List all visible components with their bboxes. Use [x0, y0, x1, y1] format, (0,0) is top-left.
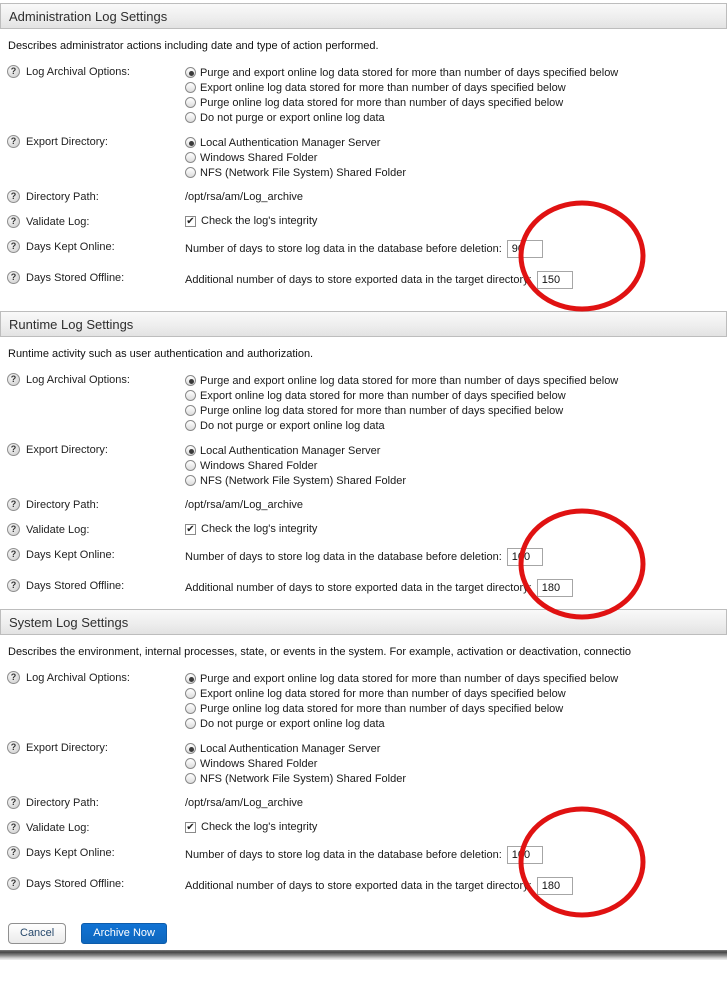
- export-directory-row: [7, 135, 727, 180]
- export-directory-row: [7, 443, 727, 488]
- help-icon[interactable]: ?: [7, 579, 20, 592]
- field-label-column: [7, 135, 185, 148]
- directory-path-label: Directory Path:: [26, 797, 99, 809]
- log-archival-options-row: [7, 373, 727, 433]
- help-icon[interactable]: ?: [7, 443, 20, 456]
- help-icon[interactable]: ?: [7, 846, 20, 859]
- radio-option[interactable]: [185, 741, 727, 756]
- radio-option-label: Export online log data stored for more than number of days specified below: [200, 687, 566, 700]
- field-label-column: [7, 821, 185, 834]
- radio-option-label: Purge online log data stored for more than number of days specified below: [200, 702, 564, 715]
- radio-option[interactable]: [185, 95, 727, 110]
- field-label-column: [7, 373, 185, 386]
- radio-option[interactable]: [185, 756, 727, 771]
- help-icon[interactable]: ?: [7, 877, 20, 890]
- days-kept-online-input[interactable]: [507, 846, 543, 864]
- radio-option-label: Purge online log data stored for more than number of days specified below: [200, 404, 564, 417]
- validate-log-option-label: Check the log's integrity: [201, 821, 318, 833]
- days-kept-online-input[interactable]: [507, 548, 543, 566]
- radio-option-label: Do not purge or export online log data: [200, 111, 385, 124]
- days-stored-offline-input[interactable]: [537, 877, 573, 895]
- radio-option-label: NFS (Network File System) Shared Folder: [200, 772, 406, 785]
- directory-path-value: /opt/rsa/am/Log_archive: [185, 797, 304, 809]
- validate-log-option-label: Check the log's integrity: [201, 523, 318, 535]
- export-directory-group: [185, 741, 727, 786]
- radio-option[interactable]: [185, 373, 727, 388]
- radio-button-icon[interactable]: [185, 718, 196, 729]
- field-label-column: [7, 796, 185, 809]
- validate-log-option-label: Check the log's integrity: [201, 215, 318, 227]
- radio-button-icon[interactable]: [185, 773, 196, 784]
- log-archival-options-group: [185, 373, 727, 433]
- radio-option-label: Purge and export online log data stored for more than number of days specified below: [200, 672, 619, 685]
- days-kept-online-row: [7, 846, 727, 864]
- cancel-button[interactable]: Cancel: [8, 923, 66, 944]
- log-archival-options-label: Log Archival Options:: [26, 66, 130, 78]
- help-icon[interactable]: ?: [7, 523, 20, 536]
- radio-option-label: NFS (Network File System) Shared Folder: [200, 474, 406, 487]
- help-icon[interactable]: ?: [7, 498, 20, 511]
- radio-button-icon[interactable]: [185, 460, 196, 471]
- directory-path-value: /opt/rsa/am/Log_archive: [185, 499, 304, 511]
- log-settings-section: [0, 311, 727, 609]
- directory-path-label: Directory Path:: [26, 191, 99, 203]
- validate-log-option[interactable]: [185, 215, 727, 227]
- log-archival-options-label: Log Archival Options:: [26, 374, 130, 386]
- days-kept-online-label: Days Kept Online:: [26, 549, 115, 561]
- radio-option[interactable]: [185, 135, 727, 150]
- validate-log-option[interactable]: [185, 821, 727, 833]
- radio-button-icon[interactable]: [185, 673, 196, 684]
- radio-button-icon[interactable]: [185, 703, 196, 714]
- radio-option[interactable]: [185, 671, 727, 686]
- days-stored-offline-label: Days Stored Offline:: [26, 878, 125, 890]
- section-title: System Log Settings: [9, 614, 129, 630]
- bottom-divider-bar: [0, 950, 727, 960]
- radio-option[interactable]: [185, 150, 727, 165]
- export-directory-label: Export Directory:: [26, 444, 108, 456]
- radio-button-icon[interactable]: [185, 758, 196, 769]
- radio-button-icon[interactable]: [185, 405, 196, 416]
- radio-option-label: Windows Shared Folder: [200, 757, 318, 770]
- radio-option-label: Purge online log data stored for more than number of days specified below: [200, 96, 564, 109]
- radio-option[interactable]: [185, 458, 727, 473]
- field-label-column: [7, 523, 185, 536]
- section-header: [0, 609, 727, 635]
- log-archival-options-row: [7, 65, 727, 125]
- radio-button-icon[interactable]: [185, 67, 196, 78]
- section-rows: [0, 65, 727, 289]
- validate-log-row: [7, 215, 727, 228]
- directory-path-row: [7, 190, 727, 203]
- radio-button-icon[interactable]: [185, 167, 196, 178]
- field-label-column: [7, 579, 185, 592]
- days-kept-online-text: Number of days to store log data in the database before deletion:: [185, 243, 502, 255]
- validate-log-option[interactable]: [185, 523, 727, 535]
- help-icon[interactable]: ?: [7, 548, 20, 561]
- directory-path-row: [7, 498, 727, 511]
- days-kept-online-input[interactable]: [507, 240, 543, 258]
- log-archival-options-label: Log Archival Options:: [26, 672, 130, 684]
- days-stored-offline-input[interactable]: [537, 271, 573, 289]
- days-kept-online-label: Days Kept Online:: [26, 241, 115, 253]
- help-icon[interactable]: ?: [7, 796, 20, 809]
- log-settings-section: [0, 609, 727, 915]
- radio-option-label: Do not purge or export online log data: [200, 419, 385, 432]
- footer-actions: [8, 922, 727, 944]
- radio-button-icon[interactable]: [185, 445, 196, 456]
- validate-log-label: Validate Log:: [26, 524, 90, 536]
- field-label-column: [7, 846, 185, 859]
- radio-option-label: Export online log data stored for more than number of days specified below: [200, 389, 566, 402]
- directory-path-value: /opt/rsa/am/Log_archive: [185, 191, 304, 203]
- section-header: [0, 311, 727, 337]
- days-stored-offline-row: [7, 271, 727, 289]
- radio-option[interactable]: [185, 701, 727, 716]
- section-rows: [0, 671, 727, 895]
- radio-option[interactable]: [185, 110, 727, 125]
- radio-option[interactable]: [185, 403, 727, 418]
- field-label-column: [7, 190, 185, 203]
- field-label-column: [7, 443, 185, 456]
- radio-button-icon[interactable]: [185, 420, 196, 431]
- validate-log-row: [7, 821, 727, 834]
- section-title: Runtime Log Settings: [9, 316, 134, 332]
- validate-log-label: Validate Log:: [26, 822, 90, 834]
- sections-host: [0, 3, 727, 915]
- field-label-column: [7, 498, 185, 511]
- help-icon[interactable]: ?: [7, 215, 20, 228]
- archive-now-button[interactable]: Archive Now: [81, 923, 167, 944]
- days-stored-offline-label: Days Stored Offline:: [26, 580, 125, 592]
- log-archival-options-group: [185, 65, 727, 125]
- export-directory-group: [185, 443, 727, 488]
- validate-log-row: [7, 523, 727, 536]
- checkbox-icon[interactable]: ✔: [186, 821, 195, 833]
- radio-option[interactable]: [185, 443, 727, 458]
- radio-button-icon[interactable]: [185, 743, 196, 754]
- directory-path-row: [7, 796, 727, 809]
- field-label-column: [7, 671, 185, 684]
- help-icon[interactable]: ?: [7, 190, 20, 203]
- radio-option-label: Local Authentication Manager Server: [200, 136, 381, 149]
- section-description: Runtime activity such as user authentication and authorization.: [8, 348, 314, 360]
- days-kept-online-text: Number of days to store log data in the database before deletion:: [185, 849, 502, 861]
- help-icon[interactable]: ?: [7, 135, 20, 148]
- days-kept-online-text: Number of days to store log data in the database before deletion:: [185, 551, 502, 563]
- days-kept-online-label: Days Kept Online:: [26, 847, 115, 859]
- radio-option[interactable]: [185, 165, 727, 180]
- help-icon[interactable]: ?: [7, 65, 20, 78]
- days-stored-offline-text: Additional number of days to store exported data in the target directory:: [185, 582, 532, 594]
- validate-log-label: Validate Log:: [26, 216, 90, 228]
- days-kept-online-row: [7, 240, 727, 258]
- radio-option[interactable]: [185, 65, 727, 80]
- field-label-column: [7, 548, 185, 561]
- radio-option-label: NFS (Network File System) Shared Folder: [200, 166, 406, 179]
- field-label-column: [7, 215, 185, 228]
- radio-option-label: Purge and export online log data stored for more than number of days specified below: [200, 374, 619, 387]
- checkbox-icon[interactable]: ✔: [186, 523, 195, 535]
- radio-option-label: Do not purge or export online log data: [200, 717, 385, 730]
- section-rows: [0, 373, 727, 597]
- days-kept-online-row: [7, 548, 727, 566]
- log-archival-options-group: [185, 671, 727, 731]
- help-icon[interactable]: ?: [7, 821, 20, 834]
- field-label-column: [7, 877, 185, 890]
- radio-button-icon[interactable]: [185, 137, 196, 148]
- radio-option-label: Windows Shared Folder: [200, 459, 318, 472]
- days-stored-offline-row: [7, 579, 727, 597]
- days-stored-offline-row: [7, 877, 727, 895]
- help-icon[interactable]: ?: [7, 741, 20, 754]
- radio-button-icon[interactable]: [185, 475, 196, 486]
- field-label-column: [7, 741, 185, 754]
- radio-option[interactable]: [185, 686, 727, 701]
- radio-button-icon[interactable]: [185, 97, 196, 108]
- section-description: Describes administrator actions including date and type of action performed.: [8, 40, 379, 52]
- log-archival-options-row: [7, 671, 727, 731]
- help-icon[interactable]: ?: [7, 671, 20, 684]
- field-label-column: [7, 240, 185, 253]
- help-icon[interactable]: ?: [7, 373, 20, 386]
- radio-option-label: Windows Shared Folder: [200, 151, 318, 164]
- field-label-column: [7, 271, 185, 284]
- radio-option[interactable]: [185, 716, 727, 731]
- section-title: Administration Log Settings: [9, 8, 168, 24]
- radio-button-icon[interactable]: [185, 375, 196, 386]
- radio-button-icon[interactable]: [185, 390, 196, 401]
- radio-option[interactable]: [185, 388, 727, 403]
- days-stored-offline-input[interactable]: [537, 579, 573, 597]
- export-directory-label: Export Directory:: [26, 136, 108, 148]
- radio-option-label: Local Authentication Manager Server: [200, 742, 381, 755]
- export-directory-row: [7, 741, 727, 786]
- radio-button-icon[interactable]: [185, 152, 196, 163]
- radio-option-label: Local Authentication Manager Server: [200, 444, 381, 457]
- radio-option[interactable]: [185, 80, 727, 95]
- radio-option[interactable]: [185, 771, 727, 786]
- log-settings-section: [0, 3, 727, 311]
- help-icon[interactable]: ?: [7, 240, 20, 253]
- radio-option[interactable]: [185, 418, 727, 433]
- radio-button-icon[interactable]: [185, 112, 196, 123]
- radio-option-label: Purge and export online log data stored for more than number of days specified below: [200, 66, 619, 79]
- checkbox-icon[interactable]: ✔: [186, 215, 195, 227]
- field-label-column: [7, 65, 185, 78]
- directory-path-label: Directory Path:: [26, 499, 99, 511]
- radio-option[interactable]: [185, 473, 727, 488]
- help-icon[interactable]: ?: [7, 271, 20, 284]
- section-header: [0, 3, 727, 29]
- radio-button-icon[interactable]: [185, 688, 196, 699]
- radio-option-label: Export online log data stored for more than number of days specified below: [200, 81, 566, 94]
- radio-button-icon[interactable]: [185, 82, 196, 93]
- section-description: Describes the environment, internal processes, state, or events in the system. For example, activation or deactivation, connectio: [8, 646, 632, 658]
- export-directory-label: Export Directory:: [26, 742, 108, 754]
- days-stored-offline-text: Additional number of days to store exported data in the target directory:: [185, 274, 532, 286]
- export-directory-group: [185, 135, 727, 180]
- days-stored-offline-text: Additional number of days to store exported data in the target directory:: [185, 880, 532, 892]
- days-stored-offline-label: Days Stored Offline:: [26, 272, 125, 284]
